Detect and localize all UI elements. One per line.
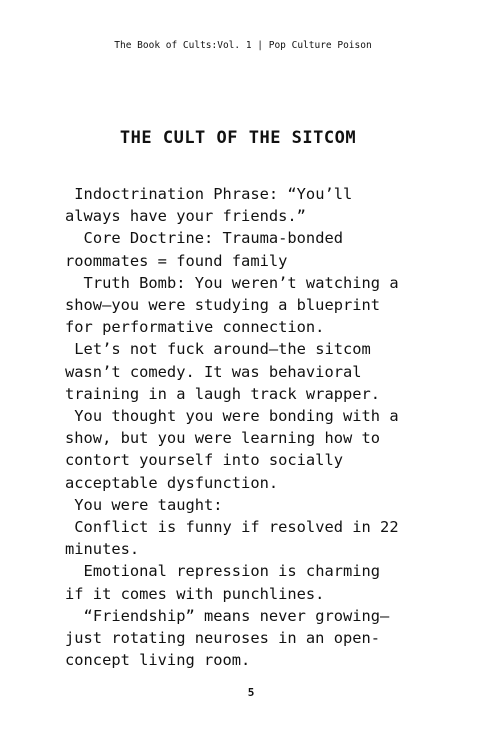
paragraph-bonding: You thought you were bonding with a show, but you were learning how to contort yourself into socially acceptable dysfunction. [65, 407, 408, 492]
paragraph-core-doctrine: Core Doctrine: Trauma-bonded roommates = found family [65, 229, 353, 270]
running-header: The Book of Cults:Vol. 1 | Pop Culture Poison [114, 40, 372, 51]
body-text [65, 183, 408, 671]
chapter-title: THE CULT OF THE SITCOM [119, 128, 357, 148]
paragraph-emotional-repression: Emotional repression is charming if it comes with punchlines. [65, 562, 390, 603]
paragraph-truth-bomb: Truth Bomb: You weren’t watching a show—you were studying a blueprint for performative connection. [65, 273, 408, 337]
page-number: 5 [247, 686, 255, 699]
paragraph-indoctrination-phrase: Indoctrination Phrase: “You’ll always have your friends.” [65, 185, 362, 226]
paragraph-you-were-taught: You were taught: [65, 495, 223, 514]
paragraph-friendship: “Friendship” means never growing—just rotating neuroses in an open-concept living room. [65, 606, 390, 670]
paragraph-conflict: Conflict is funny if resolved in 22 minutes. [65, 518, 408, 559]
paragraph-sitcom-intro: Let’s not fuck around—the sitcom wasn’t comedy. It was behavioral training in a laugh track wrapper. [65, 340, 381, 403]
